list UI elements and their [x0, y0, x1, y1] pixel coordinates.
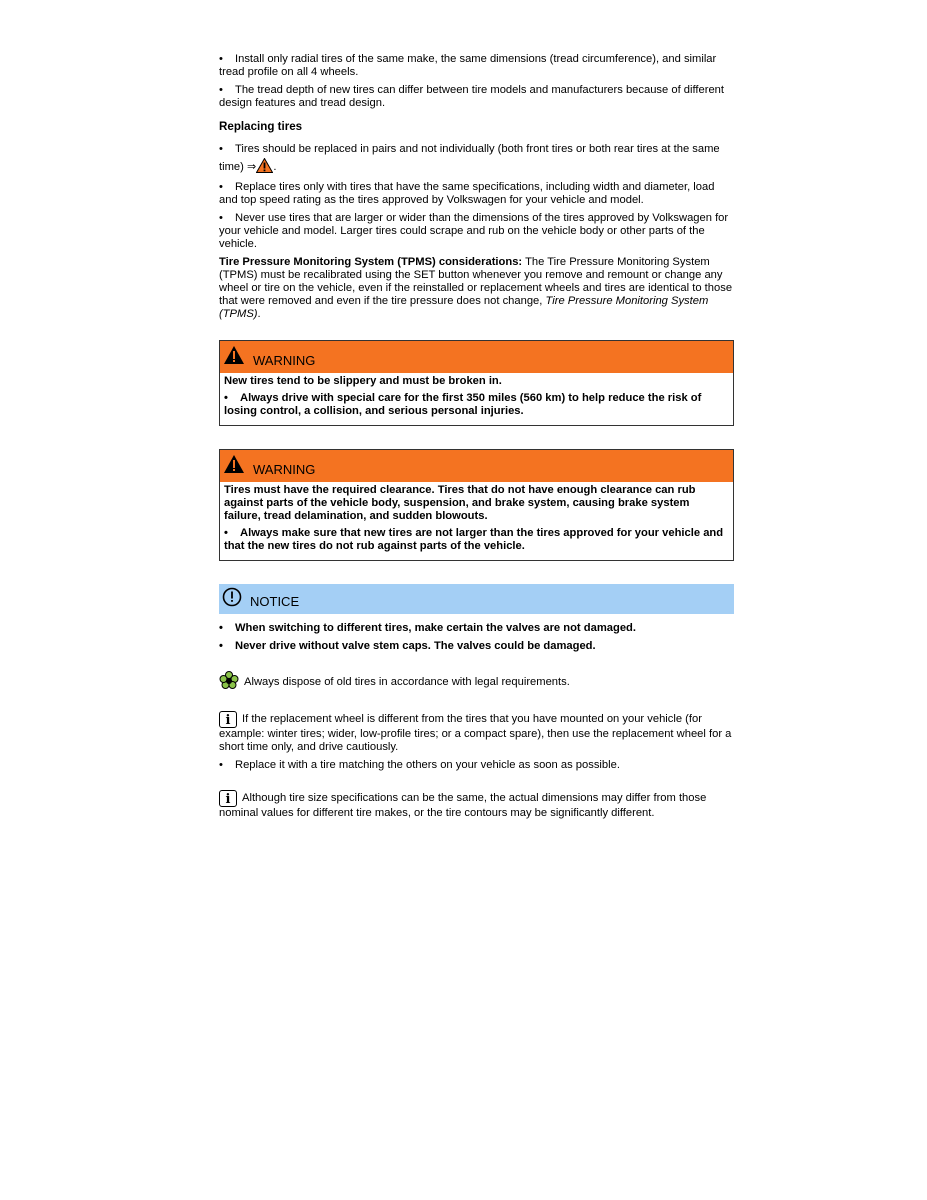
warning-body	[220, 482, 733, 560]
warning-title: WARNING	[253, 461, 316, 477]
warning-header	[220, 341, 733, 373]
warning-header	[220, 450, 733, 482]
notice-bullet: • When switching to different tires, make certain the valves are not damaged.	[219, 622, 636, 634]
notice-bullet: • Never drive without valve stem caps. The valves could be damaged.	[219, 640, 596, 652]
warning-box-2	[219, 449, 734, 561]
notice-body	[219, 614, 734, 653]
tpms-link[interactable]: Tire Pressure Monitoring System (TPMS)	[219, 295, 709, 320]
manual-page	[219, 53, 734, 825]
warning-title: WARNING	[253, 352, 316, 368]
info-note-1: i If the replacement wheel is different from the tires that you have mounted on your vehicle (for example: winter tires; wider, low-profile tires; or a compact spare), then use the replacement wheel for a short time only, and drive cautiously.	[219, 713, 732, 753]
exclamation-circle-icon	[222, 587, 242, 611]
section-heading: Replacing tires	[219, 120, 303, 133]
notice-header	[219, 584, 734, 614]
warning-triangle-icon[interactable]	[256, 158, 273, 179]
notice-title: NOTICE	[250, 594, 300, 609]
warning-bullet: • Always make sure that new tires are not larger than the tires approved for your vehicle and that the new tires do not rub against parts of the vehicle.	[224, 527, 724, 552]
warning-lead: New tires tend to be slippery and must be broken in.	[224, 375, 502, 387]
environment-note: Always dispose of old tires in accordance with legal requirements.	[219, 671, 734, 693]
tpms-paragraph: Tire Pressure Monitoring System (TPMS) considerations: The Tire Pressure Monitoring System (TPMS) must be recalibrated using the SET button whenever you remove and remount or change any wheel or tire on the vehicle, even if the reinstalled or replacement wheels and tires are identical to those that were removed and even if the tire pressure does not change, Tire Pressure Monitoring System (TPMS).	[219, 256, 733, 320]
flower-icon	[219, 671, 239, 693]
warning-lead: Tires must have the required clearance. Tires that do not have enough clearance can rub against parts of the vehicle body, suspension, and brake system, causing brake system failure, tread delamination, and sudden blowouts.	[224, 484, 696, 522]
info-icon: i	[219, 790, 237, 807]
warning-body	[220, 373, 733, 425]
warning-triangle-icon	[223, 345, 245, 369]
info-icon: i	[219, 711, 237, 728]
intro-bullet: • Install only radial tires of the same make, the same dimensions (tread circumference), and similar tread profile on all 4 wheels.	[219, 53, 717, 78]
replacing-bullet: • Tires should be replaced in pairs and not individually (both front tires or both rear tires at the same time) ⇒ .	[219, 140, 734, 179]
replacing-bullet: • Never use tires that are larger or wider than the dimensions of the tires approved by Volkswagen for your vehicle and model. Larger tires could scrape and rub on the vehicle body or other parts of the vehicle.	[219, 212, 729, 250]
warning-triangle-icon	[223, 454, 245, 478]
info-bullet: • Replace it with a tire matching the others on your vehicle as soon as possible.	[219, 759, 620, 771]
replacing-bullet: • Replace tires only with tires that have the same specifications, including width and diameter, load and top speed rating as the tires approved by Volkswagen for your vehicle and model.	[219, 181, 715, 206]
intro-bullet: • The tread depth of new tires can differ between tire models and manufacturers because of different design features and tread design.	[219, 84, 725, 109]
warning-box-1	[219, 340, 734, 426]
warning-bullet: • Always drive with special care for the first 350 miles (560 km) to help reduce the risk of losing control, a collision, and serious personal injuries.	[224, 392, 702, 417]
info-note-2: i Although tire size specifications can be the same, the actual dimensions may differ from those nominal values for different tire makes, or the tire contours may be significantly different.	[219, 792, 707, 819]
